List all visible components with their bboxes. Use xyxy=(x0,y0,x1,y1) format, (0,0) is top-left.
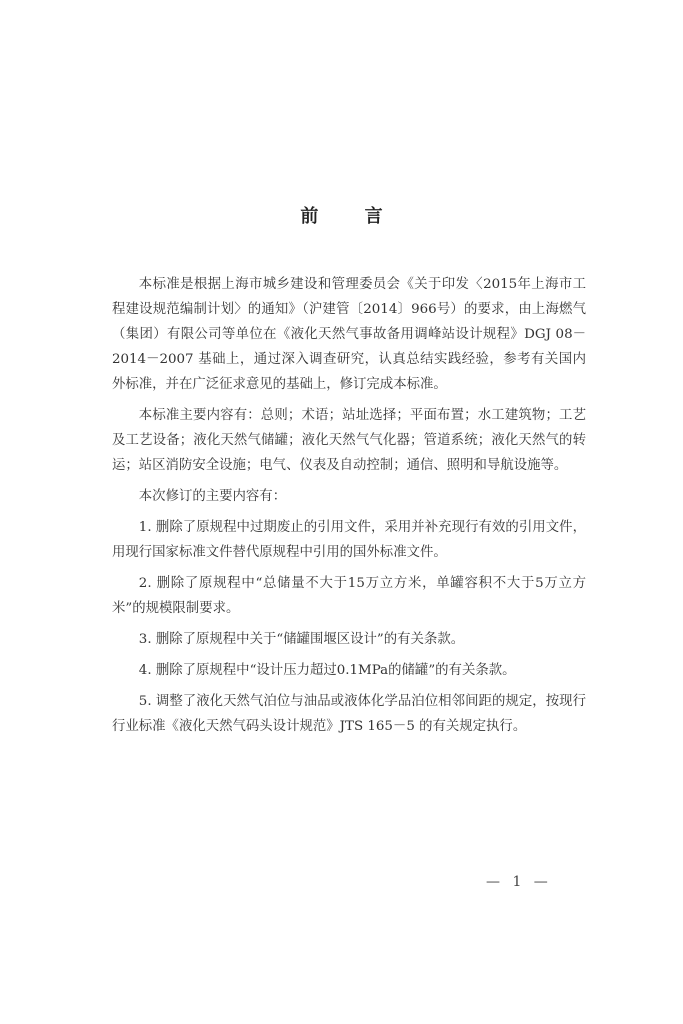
paragraph-revision-5: 5. 调整了液化天然气泊位与油品或液体化学品泊位相邻间距的规定，按现行行业标准《液化天然气码头设计规范》JTS 165－5 的有关规定执行。 xyxy=(112,694,586,734)
paragraph-revision-3: 3. 删除了原规程中关于“储罐围堰区设计”的有关条款。 xyxy=(138,632,465,647)
paragraph-contents: 本标准主要内容有：总则；术语；站址选择；平面布置；水工建筑物；工艺及工艺设备；液化天然气储罐；液化天然气气化器；管道系统；液化天然气的转运；站区消防安全设施；电气、仪表及自动控制；通信、照明和导航设施等。 xyxy=(112,408,586,473)
paragraph-revision-4: 4. 删除了原规程中“设计压力超过0.1MPa的储罐”的有关条款。 xyxy=(138,663,516,678)
paragraph-revision-1: 1. 删除了原规程中过期废止的引用文件，采用并补充现行有效的引用文件，用现行国家标准文件替代原规程中引用的国外标准文件。 xyxy=(112,520,586,560)
paragraph-revision-2: 2. 删除了原规程中“总储量不大于15万立方米，单罐容积不大于5万立方米”的规模限制要求。 xyxy=(112,576,586,616)
paragraph-revision-heading: 本次修订的主要内容有： xyxy=(138,489,287,504)
page-number: — 1 — xyxy=(486,874,552,890)
paragraph-intro: 本标准是根据上海市城乡建设和管理委员会《关于印发〈2015年上海市工程建设规范编制计划〉的通知》（沪建管〔2014〕966号）的要求，由上海燃气（集团）有限公司等单位在《液化天然气事故备用调峰站设计规程》DGJ 08－2014－2007 基础上，通过深入调查研究，认真总结实践经验，参考有关国内外标准，并在广泛征求意见的基础上，修订完成本标准。 xyxy=(112,277,586,392)
page-title: 前 言 xyxy=(300,206,403,227)
document-body xyxy=(112,272,586,745)
